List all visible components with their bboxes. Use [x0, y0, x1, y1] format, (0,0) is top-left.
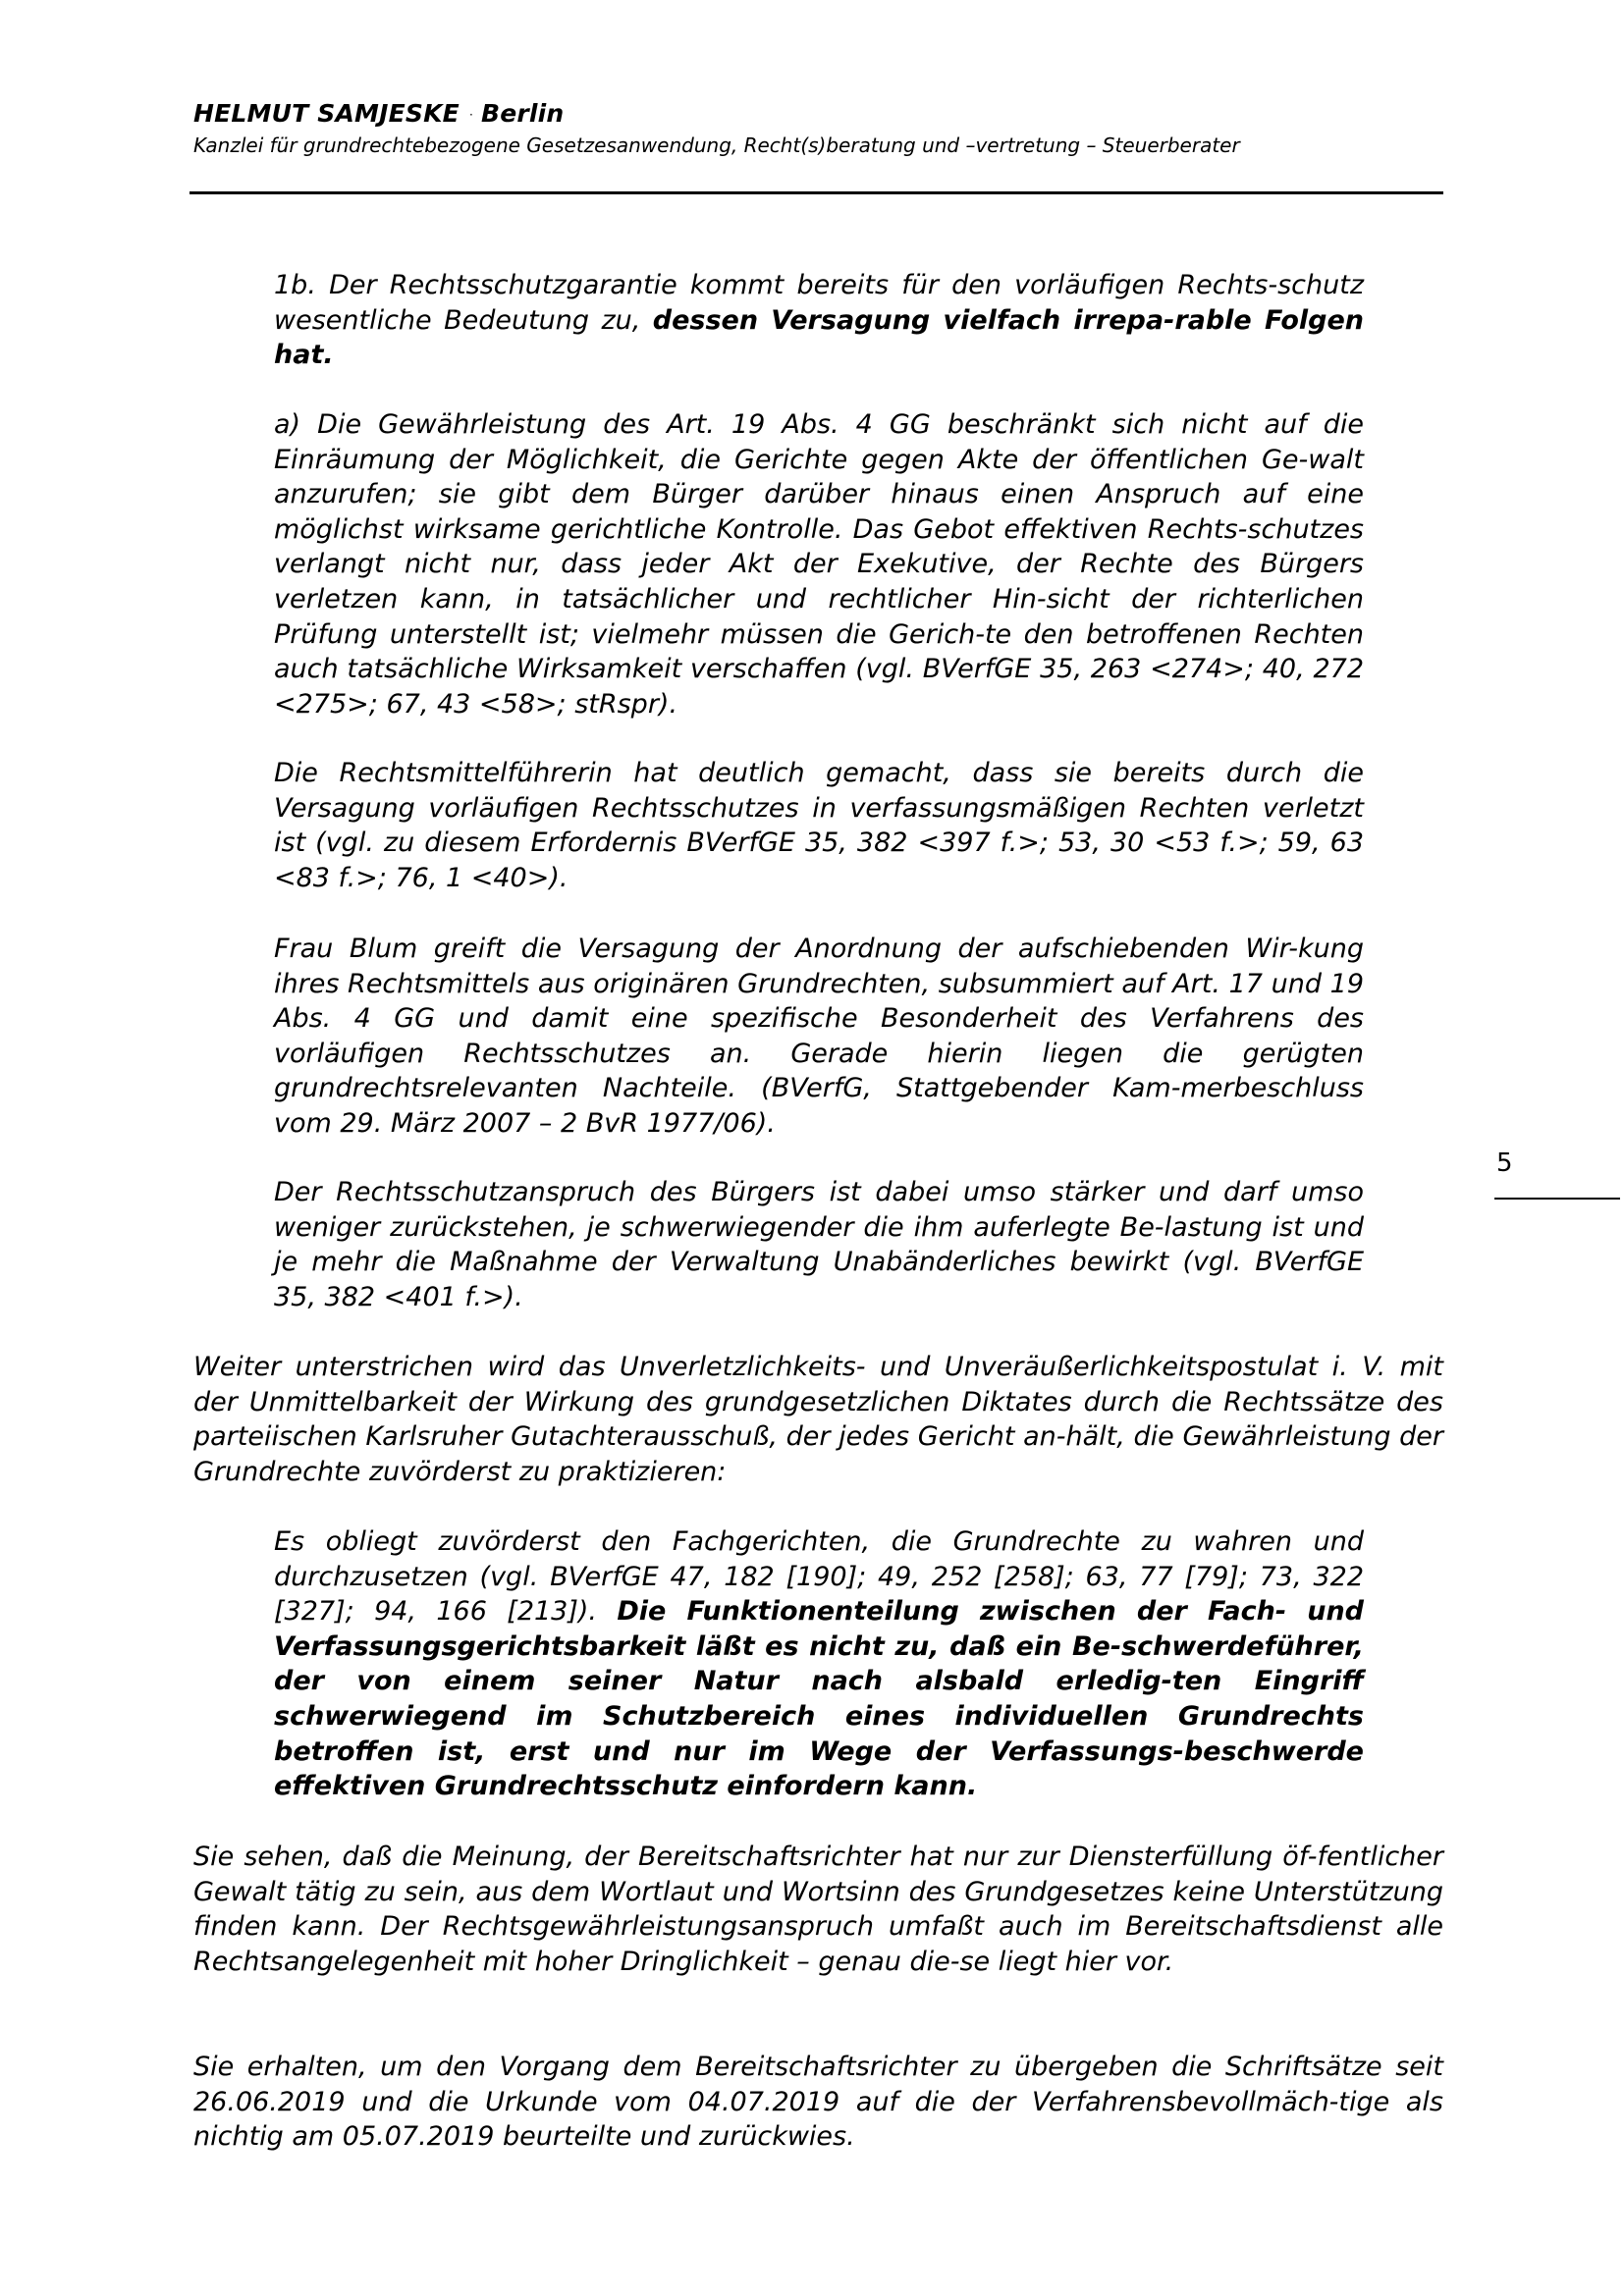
paragraph-1	[274, 268, 1364, 373]
paragraph-3-text: Die Rechtsmittelführerin hat deutlich gemacht, dass sie bereits durch die Versagung vorläufigen Rechtsschutzes in verfassungsmäßigen Rechten verletzt ist (vgl. zu diesem Erfordernis BVerfGE 35, 382 <397 f.>; 53, 30 <53 f.>; 59, 63 <83 f.>; 76, 1 <40>).	[274, 758, 1364, 893]
firm-name: HELMUT SAMJESKE	[193, 99, 460, 128]
paragraph-3	[274, 756, 1364, 895]
paragraph-1-text: 1b. Der Rechtsschutzgarantie kommt bereits für den vorläufigen Rechts-schutz wesentliche Bedeutung zu,	[274, 270, 1364, 336]
paragraph-6-text: Weiter unterstrichen wird das Unverletzlichkeits- und Unveräußerlichkeitspostulat i. V. mit der Unmittelbarkeit der Wirkung des grundgesetzlichen Diktates durch die Rechtssätze des parteiischen Karlsruher Gutachterausschuß, der jedes Gericht an-hält, die Gewährleistung der Grundrechte zuvörderst zu praktizieren:	[193, 1352, 1443, 1487]
paragraph-5-text: Der Rechtsschutzanspruch des Bürgers ist dabei umso stärker und darf umso weniger zurückstehen, je schwerwiegender die ihm auferlegte Be-lastung ist und je mehr die Maßnahme der Verwaltung Unabänderliches bewirkt (vgl. BVerfGE 35, 382 <401 f.>).	[274, 1177, 1364, 1312]
firm-subtitle: Kanzlei für grundrechtebezogene Gesetzesanwendung, Recht(s)beratung und –vertretung – Steuerberater	[193, 133, 1240, 157]
paragraph-2-text: a) Die Gewährleistung des Art. 19 Abs. 4 GG beschränkt sich nicht auf die Einräumung der Möglichkeit, die Gerichte gegen Akte der öffentlichen Ge-walt anzurufen; sie gibt dem Bürger darüber hinaus einen Anspruch auf eine möglichst wirksame gerichtliche Kontrolle. Das Gebot effektiven Rechts-schutzes verlangt nicht nur, dass jeder Akt der Exekutive, der Rechte des Bürgers verletzen kann, in tatsächlicher und rechtlicher Hin-sicht der richterlichen Prüfung unterstellt ist; vielmehr müssen die Gerich-te den betroffenen Rechten auch tatsächliche Wirksamkeit verschaffen (vgl. BVerfGE 35, 263 <274>; 40, 272 <275>; 67, 43 <58>; stRspr).	[274, 409, 1364, 720]
header-separator: ·	[468, 108, 473, 122]
paragraph-9	[193, 2050, 1443, 2155]
quotation-text: Es obliegt zuvörderst den Fachgerichten, die Grundrechte zu wahren und durchzusetzen (vgl. BVerfGE 47, 182 [190]; 49, 252 [258]; 63, 77 [79]; 73, 322 [327]; 94, 166 [213]).	[274, 1526, 1364, 1628]
paragraph-2	[274, 407, 1364, 721]
firm-city: Berlin	[480, 99, 565, 128]
paragraph-8-text: Sie sehen, daß die Meinung, der Bereitschaftsrichter hat nur zur Diensterfüllung öf-fentlicher Gewalt tätig zu sein, aus dem Wortlaut und Wortsinn des Grundgesetzes keine Unterstützung finden kann. Der Rechtsgewährleistungsanspruch umfaßt auch im Bereitschaftsdienst alle Rechtsangelegenheit mit hoher Dringlichkeit – genau die-se liegt hier vor.	[193, 1842, 1443, 1977]
page-number: 5	[1496, 1148, 1513, 1178]
paragraph-9-text: Sie erhalten, um den Vorgang dem Bereitschaftsrichter zu übergeben die Schriftsätze seit 26.06.2019 und die Urkunde vom 04.07.2019 auf die der Verfahrensbevollmäch-tige als nichtig am 05.07.2019 beurteilte und zurückwies.	[193, 2052, 1443, 2153]
quotation-block	[274, 1524, 1364, 1804]
paragraph-5	[274, 1175, 1364, 1314]
paragraph-8	[193, 1840, 1443, 1979]
header-divider	[189, 191, 1443, 194]
firm-name-line	[193, 99, 564, 128]
paragraph-4	[274, 932, 1364, 1142]
paragraph-6	[193, 1350, 1443, 1489]
quotation-emphasis: Die Funktionenteilung zwischen der Fach- und Verfassungsgerichtsbarkeit läßt es nicht zu, daß ein Be-schwerdeführer, der von einem seiner Natur nach alsbald erledig-ten Eingriff schwerwiegend im Schutzbereich eines individuellen Grundrechts betroffen ist, erst und nur im Wege der Verfassungs-beschwerde effektiven Grundrechtsschutz einfordern kann.	[274, 1596, 1364, 1802]
page-number-divider	[1494, 1198, 1620, 1200]
paragraph-1-emphasis: dessen Versagung vielfach irrepa-rable Folgen hat.	[274, 304, 1365, 371]
paragraph-4-text: Frau Blum greift die Versagung der Anordnung der aufschiebenden Wir-kung ihres Rechtsmittels aus originären Grundrechten, subsummiert auf Art. 17 und 19 Abs. 4 GG und damit eine spezifische Besonderheit des Verfahrens des vorläufigen Rechtsschutzes an. Gerade hierin liegen die gerügten grundrechtsrelevanten Nachteile. (BVerfG, Stattgebender Kam-merbeschluss vom 29. März 2007 – 2 BvR 1977/06).	[274, 934, 1364, 1139]
